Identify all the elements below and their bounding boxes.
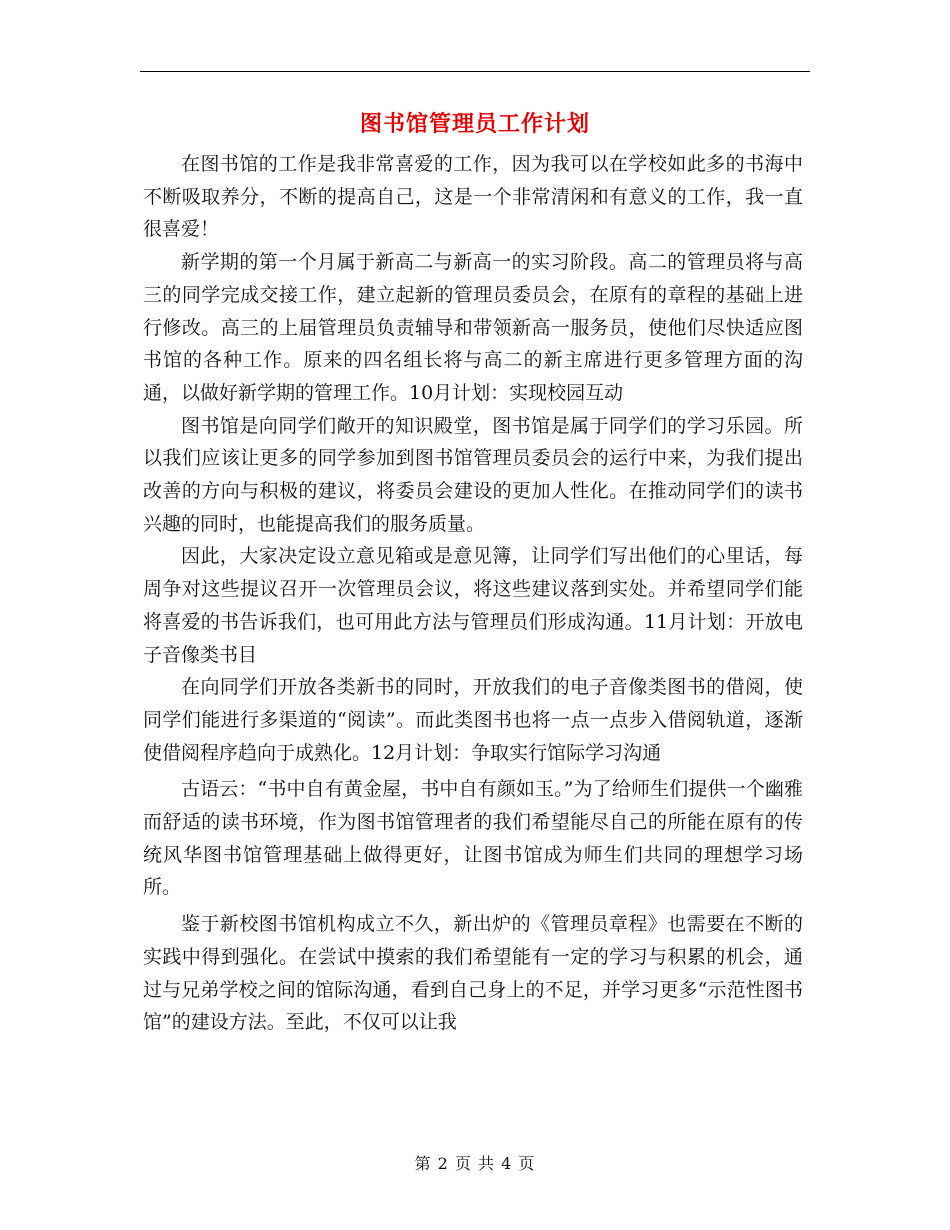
paragraph: 古语云：“书中自有黄金屋，书中自有颜如玉。”为了给师生们提供一个幽雅而舒适的读书环境，作为图书馆管理者的我们希望能尽自己的所能在原有的传统风华图书馆管理基础上做得更好，让图书馆成为师生们共同的理想学习场所。	[143, 778, 803, 899]
paragraph: 新学期的第一个月属于新高二与新高一的实习阶段。高二的管理员将与高三的同学完成交接工作，建立起新的管理员委员会，在原有的章程的基础上进行修改。高三的上届管理员负责辅导和带领新高一服务员，使他们尽快适应图书馆的各种工作。原来的四名组长将与高二的新主席进行更多管理方面的沟通，以做好新学期的管理工作。10月计划：实现校园互动	[143, 251, 803, 404]
page-number: 第 2 页 共 4 页	[414, 1154, 536, 1173]
header-rule	[140, 71, 810, 72]
paragraph: 图书馆是向同学们敞开的知识殿堂，图书馆是属于同学们的学习乐园。所以我们应该让更多的同学参加到图书馆管理员委员会的运行中来，为我们提出改善的方向与积极的建议，将委员会建设的更加人性化。在推动同学们的读书兴趣的同时，也能提高我们的服务质量。	[143, 414, 803, 535]
paragraph: 在向同学们开放各类新书的同时，开放我们的电子音像类图书的借阅，使同学们能进行多渠道的“阅读”。而此类图书也将一点一点步入借阅轨道，逐渐使借阅程序趋向于成熟化。12月计划：争取实行馆际学习沟通	[143, 676, 803, 764]
document-body	[143, 148, 803, 1039]
paragraph: 在图书馆的工作是我非常喜爱的工作，因为我可以在学校如此多的书海中不断吸取养分，不断的提高自己，这是一个非常清闲和有意义的工作，我一直很喜爱！	[143, 153, 803, 241]
paragraph: 因此，大家决定设立意见箱或是意见簿，让同学们写出他们的心里话，每周争对这些提议召开一次管理员会议，将这些建议落到实处。并希望同学们能将喜爱的书告诉我们，也可用此方法与管理员们形成沟通。11月计划：开放电子音像类书目	[143, 545, 803, 666]
document-title: 图书馆管理员工作计划	[359, 111, 590, 137]
paragraph: 鉴于新校图书馆机构成立不久，新出炉的《管理员章程》也需要在不断的实践中得到强化。在尝试中摸索的我们希望能有一定的学习与积累的机会，通过与兄弟学校之间的馆际沟通，看到自己身上的不足，并学习更多“示范性图书馆”的建设方法。至此，不仅可以让我	[143, 913, 803, 1034]
